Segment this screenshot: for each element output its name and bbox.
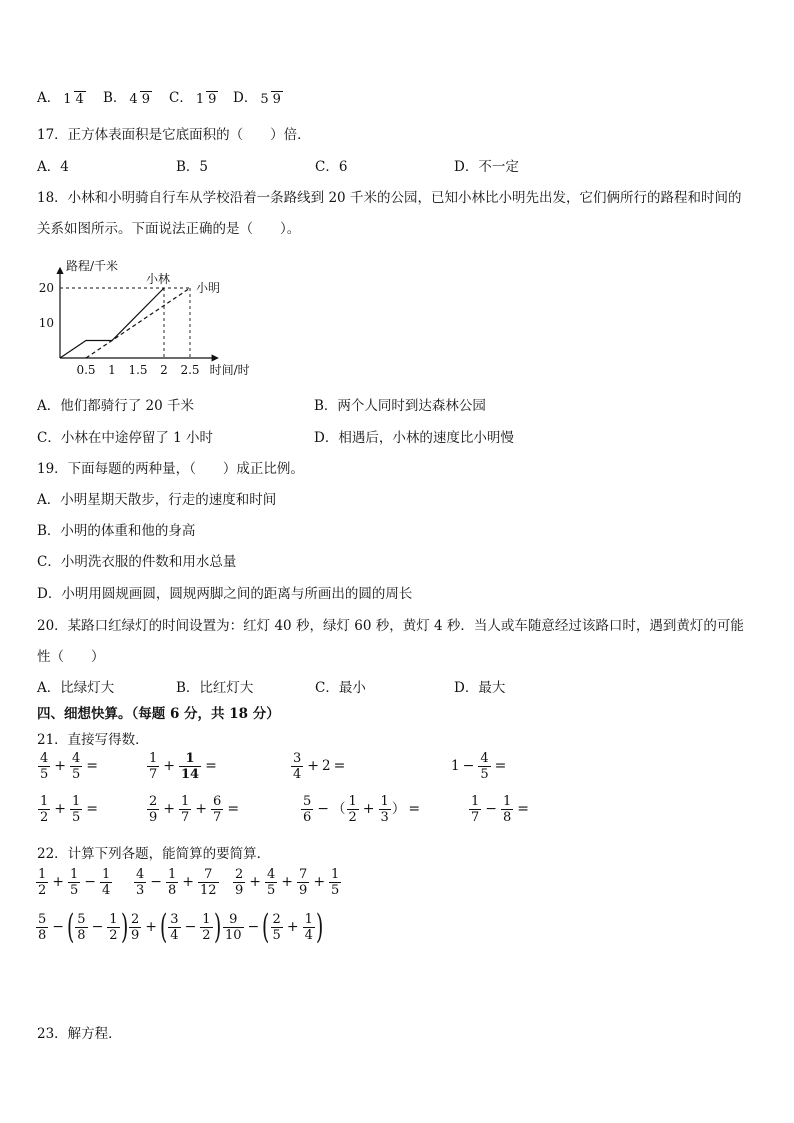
q16-option-b[interactable]: B． 4 9 <box>103 90 150 107</box>
q21-item-7: $\frac{5}{6}$ − （ $\frac{1}{2}$ + $\frac{1}{3}$ ） = <box>303 794 421 825</box>
q19-option-b[interactable]: B．小明的体重和他的身高 <box>37 523 196 539</box>
q18-options-row1 <box>37 394 486 414</box>
q22-item-4: $\frac{5}{8}$ −( $\frac{5}{8}$ − $\frac{1}{2}$ ) <box>38 907 128 947</box>
q18-stem-line2: 关系如图所示。下面说法正确的是（ ）。 <box>37 221 301 237</box>
q22-item-6: $\frac{9}{10}$ −( $\frac{2}{5}$ + $\frac{1}{4}$ ) <box>225 907 324 947</box>
x-tick-label: 1 <box>108 363 116 377</box>
q20-option-d[interactable]: D．最大 <box>454 680 506 696</box>
fraction: 5 9 <box>260 91 281 107</box>
x-tick-label: 0.5 <box>76 363 96 377</box>
q18-stem-line1: 18．小林和小明骑自行车从学校沿着一条路线到 20 千米的公园，已知小林比小明先出发，它们俩所行的路程和时间的 <box>37 190 742 206</box>
q20-stem-line1: 20．某路口红绿灯的时间设置为：红灯 40 秒，绿灯 60 秒，黄灯 4 秒．当人或车随意经过该路口时，遇到黄灯的可能 <box>37 618 744 634</box>
q22-stem: 22．计算下列各题，能简算的要简算． <box>37 846 271 862</box>
series-label-xiaolin: 小林 <box>146 272 171 286</box>
series-line-xiaolin <box>60 288 164 358</box>
q19-option-c[interactable]: C．小明洗衣服的件数和用水总量 <box>37 554 237 570</box>
x-tick-label: 2 <box>160 363 168 377</box>
q18-option-d[interactable]: D．相遇后，小林的速度比小明慢 <box>314 430 514 446</box>
q21-item-6: $\frac{2}{9}$ + $\frac{1}{7}$ + $\frac{6}{7}$ = <box>149 794 240 825</box>
x-tick-label: 1.5 <box>128 363 148 377</box>
q21-item-2: $\frac{1}{7}$ + $\frac{1}{14}$ = <box>149 751 217 782</box>
q20-option-b[interactable]: B．比红灯大 <box>176 680 254 696</box>
series-label-xiaoming: 小明 <box>196 281 221 295</box>
chart-guides <box>60 288 190 358</box>
q18-option-c[interactable]: C．小林在中途停留了 1 小时 <box>37 430 214 446</box>
q18-options-row2 <box>37 426 514 446</box>
q19-option-a[interactable]: A．小明星期天散步，行走的速度和时间 <box>37 492 277 508</box>
q20-option-a[interactable]: A．比绿灯大 <box>37 680 115 696</box>
q19-stem: 19．下面每题的两种量，（ ）成正比例。 <box>37 461 304 477</box>
q20-stem-line2: 性（ ） <box>37 649 105 665</box>
q17-option-a[interactable]: A．4 <box>37 159 69 175</box>
q17-option-d[interactable]: D．不一定 <box>454 159 519 175</box>
q21-item-1: $\frac{4}{5}$ + $\frac{4}{5}$ = <box>40 751 99 782</box>
q21-stem: 21．直接写得数． <box>37 732 149 748</box>
q17-stem: 17．正方体表面积是它底面积的（ ）倍． <box>37 127 311 143</box>
y-tick-label: 10 <box>38 316 54 330</box>
y-tick-label: 20 <box>38 281 54 295</box>
q23-stem: 23．解方程． <box>37 1026 122 1042</box>
section-4-heading: 四、细想快算。（每题 6 分，共 18 分） <box>37 706 280 722</box>
q17-options <box>37 155 519 175</box>
q21-item-8: $\frac{1}{7}$ − $\frac{1}{8}$ = <box>471 794 530 825</box>
q21-item-3: $\frac{3}{4}$ + 2 = <box>293 751 346 782</box>
q16-option-a[interactable]: A． 1 4 <box>37 90 84 107</box>
x-tick-label: 2.5 <box>180 363 200 377</box>
x-axis-label: 时间/时 <box>209 363 250 377</box>
chart-labels <box>39 258 250 377</box>
chart-series <box>60 288 190 358</box>
q17-option-b[interactable]: B．5 <box>176 159 209 175</box>
q20-option-c[interactable]: C．最小 <box>315 680 366 696</box>
q20-options <box>37 676 505 696</box>
q22-item-2: $\frac{4}{3}$ − $\frac{1}{8}$ + $\frac{7}{12}$ <box>136 867 217 898</box>
q17-option-c[interactable]: C．6 <box>315 159 348 175</box>
y-axis-label: 路程/千米 <box>66 259 119 273</box>
q16-option-d[interactable]: D． 5 9 <box>233 90 281 107</box>
series-line-xiaoming <box>86 288 190 358</box>
q22-item-5: $\frac{2}{9}$ +( $\frac{3}{4}$ − $\frac{1}{2}$ ) <box>131 907 221 947</box>
q22-item-3: $\frac{2}{9}$ + $\frac{4}{5}$ + $\frac{7}{9}$ + $\frac{1}{5}$ <box>235 867 340 898</box>
fraction: 1 9 <box>195 91 217 107</box>
q21-item-4: 1 − $\frac{4}{5}$ = <box>451 751 507 782</box>
q16-options <box>37 86 284 107</box>
q19-option-d[interactable]: D．小明用圆规画圆，圆规两脚之间的距离与所画出的圆的周长 <box>37 586 413 602</box>
fraction: 1 4 <box>63 91 84 107</box>
q16-option-c[interactable]: C． 1 9 <box>169 90 217 107</box>
q18-distance-time-chart <box>30 252 280 384</box>
fraction: 4 9 <box>129 91 150 107</box>
q21-item-5: $\frac{1}{2}$ + $\frac{1}{5}$ = <box>40 794 99 825</box>
q22-item-1: $\frac{1}{2}$ + $\frac{1}{5}$ − $\frac{1}{4}$ <box>38 867 111 898</box>
q18-option-b[interactable]: B．两个人同时到达森林公园 <box>314 398 486 414</box>
q18-option-a[interactable]: A．他们都骑行了 20 千米 <box>37 398 195 414</box>
